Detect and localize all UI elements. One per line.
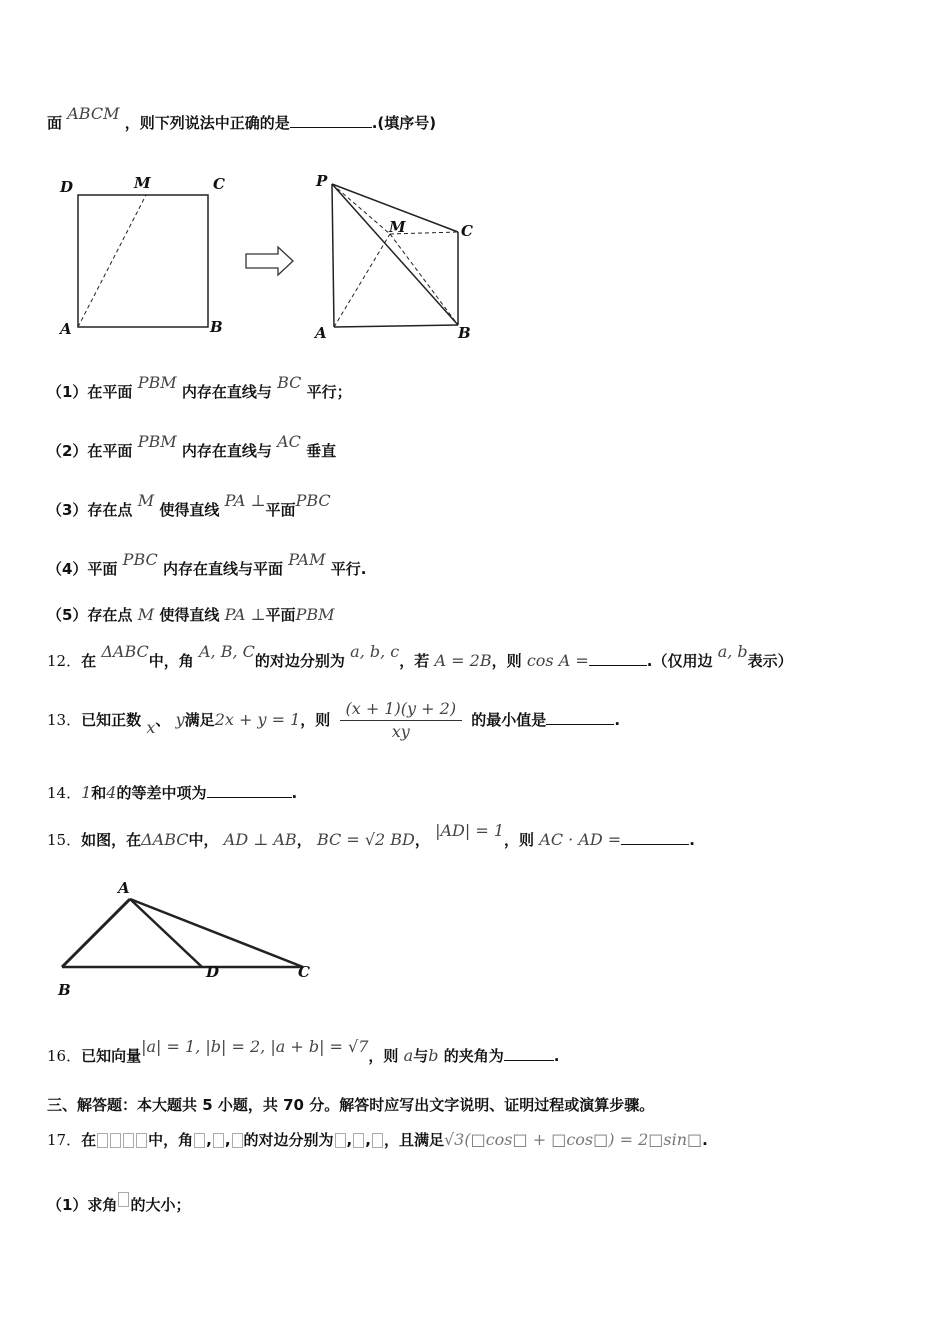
square-abcd	[78, 195, 208, 327]
folding-figure	[50, 168, 490, 348]
question-17: 17．在 中，角 , , 的对边分别为 , , ，且满足√3(□cos□ + □cos□) = 2□sin□.	[47, 1130, 708, 1149]
option-2: （2）在平面 PBM 内存在直线与 AC 垂直	[47, 432, 337, 460]
dashed-am	[78, 195, 146, 327]
label-p: P	[316, 172, 328, 190]
label-d: D	[60, 178, 74, 196]
arrow-icon	[246, 247, 293, 275]
option-3: （3）存在点 M 使得直线 PA ⊥平面PBC	[47, 491, 331, 519]
label-c: C	[213, 175, 225, 193]
answer-blank[interactable]	[589, 651, 647, 666]
question-13: 13．已知正数 x、 y满足2x + y = 1，则 $\frac{(x + 1)(y + 2)}{xy}$ 的最小值是 .	[47, 699, 621, 741]
section-heading: 三、解答题：本大题共 5 小题，共 70 分。解答时应写出文字说明、证明过程或演算步骤。	[47, 1096, 655, 1114]
math-abcm: ABCM	[67, 104, 120, 123]
label-b: B	[210, 318, 223, 336]
question-12: 12．在 ΔABC中，角 A, B, C的对边分别为 a, b, c，若 A = 2B，则 cos A = .（仅用边 a, b表示）	[47, 642, 793, 670]
label-m: M	[134, 174, 151, 192]
option-5: （5）存在点 M 使得直线 PA ⊥平面PBM	[47, 605, 335, 624]
answer-blank[interactable]	[504, 1046, 554, 1061]
answer-blank[interactable]	[290, 113, 372, 128]
label-c: C	[298, 963, 310, 981]
question-14: 14．1和4的等差中项为 .	[47, 783, 298, 802]
label-a: A	[118, 879, 130, 897]
answer-blank[interactable]	[207, 783, 292, 798]
intro-text: 面	[47, 114, 63, 132]
label-b: B	[58, 981, 71, 999]
label-c2: C	[461, 222, 473, 240]
question-15: 15．如图，在ΔABC中， AD ⊥ AB， BC = √2 BD， |AD| = 1，则 AC · AD = .	[47, 821, 695, 849]
fraction: $\frac{(x + 1)(y + 2)}{xy}$	[340, 700, 463, 741]
label-d: D	[206, 963, 220, 981]
question-17-part-1: （1）求角 的大小；	[47, 1195, 190, 1215]
intro-text: ，则下列说法中正确的是	[124, 114, 290, 132]
label-m2: M	[389, 218, 406, 236]
answer-blank[interactable]	[546, 710, 614, 725]
triangle-figure	[50, 875, 330, 1005]
option-1: （1）在平面 PBM 内存在直线与 BC 平行；	[47, 373, 352, 401]
intro-text: .(填序号)	[371, 114, 437, 132]
label-a: A	[60, 320, 72, 338]
label-a2: A	[315, 324, 327, 342]
option-4: （4）平面 PBC 内存在直线与平面 PAM 平行.	[47, 550, 367, 578]
label-b2: B	[458, 324, 471, 342]
intro-line	[47, 104, 437, 133]
question-16: 16．已知向量|a| = 1, |b| = 2, |a + b| = √7，则 a与b 的夹角为 .	[47, 1037, 560, 1065]
answer-blank[interactable]	[621, 830, 689, 845]
